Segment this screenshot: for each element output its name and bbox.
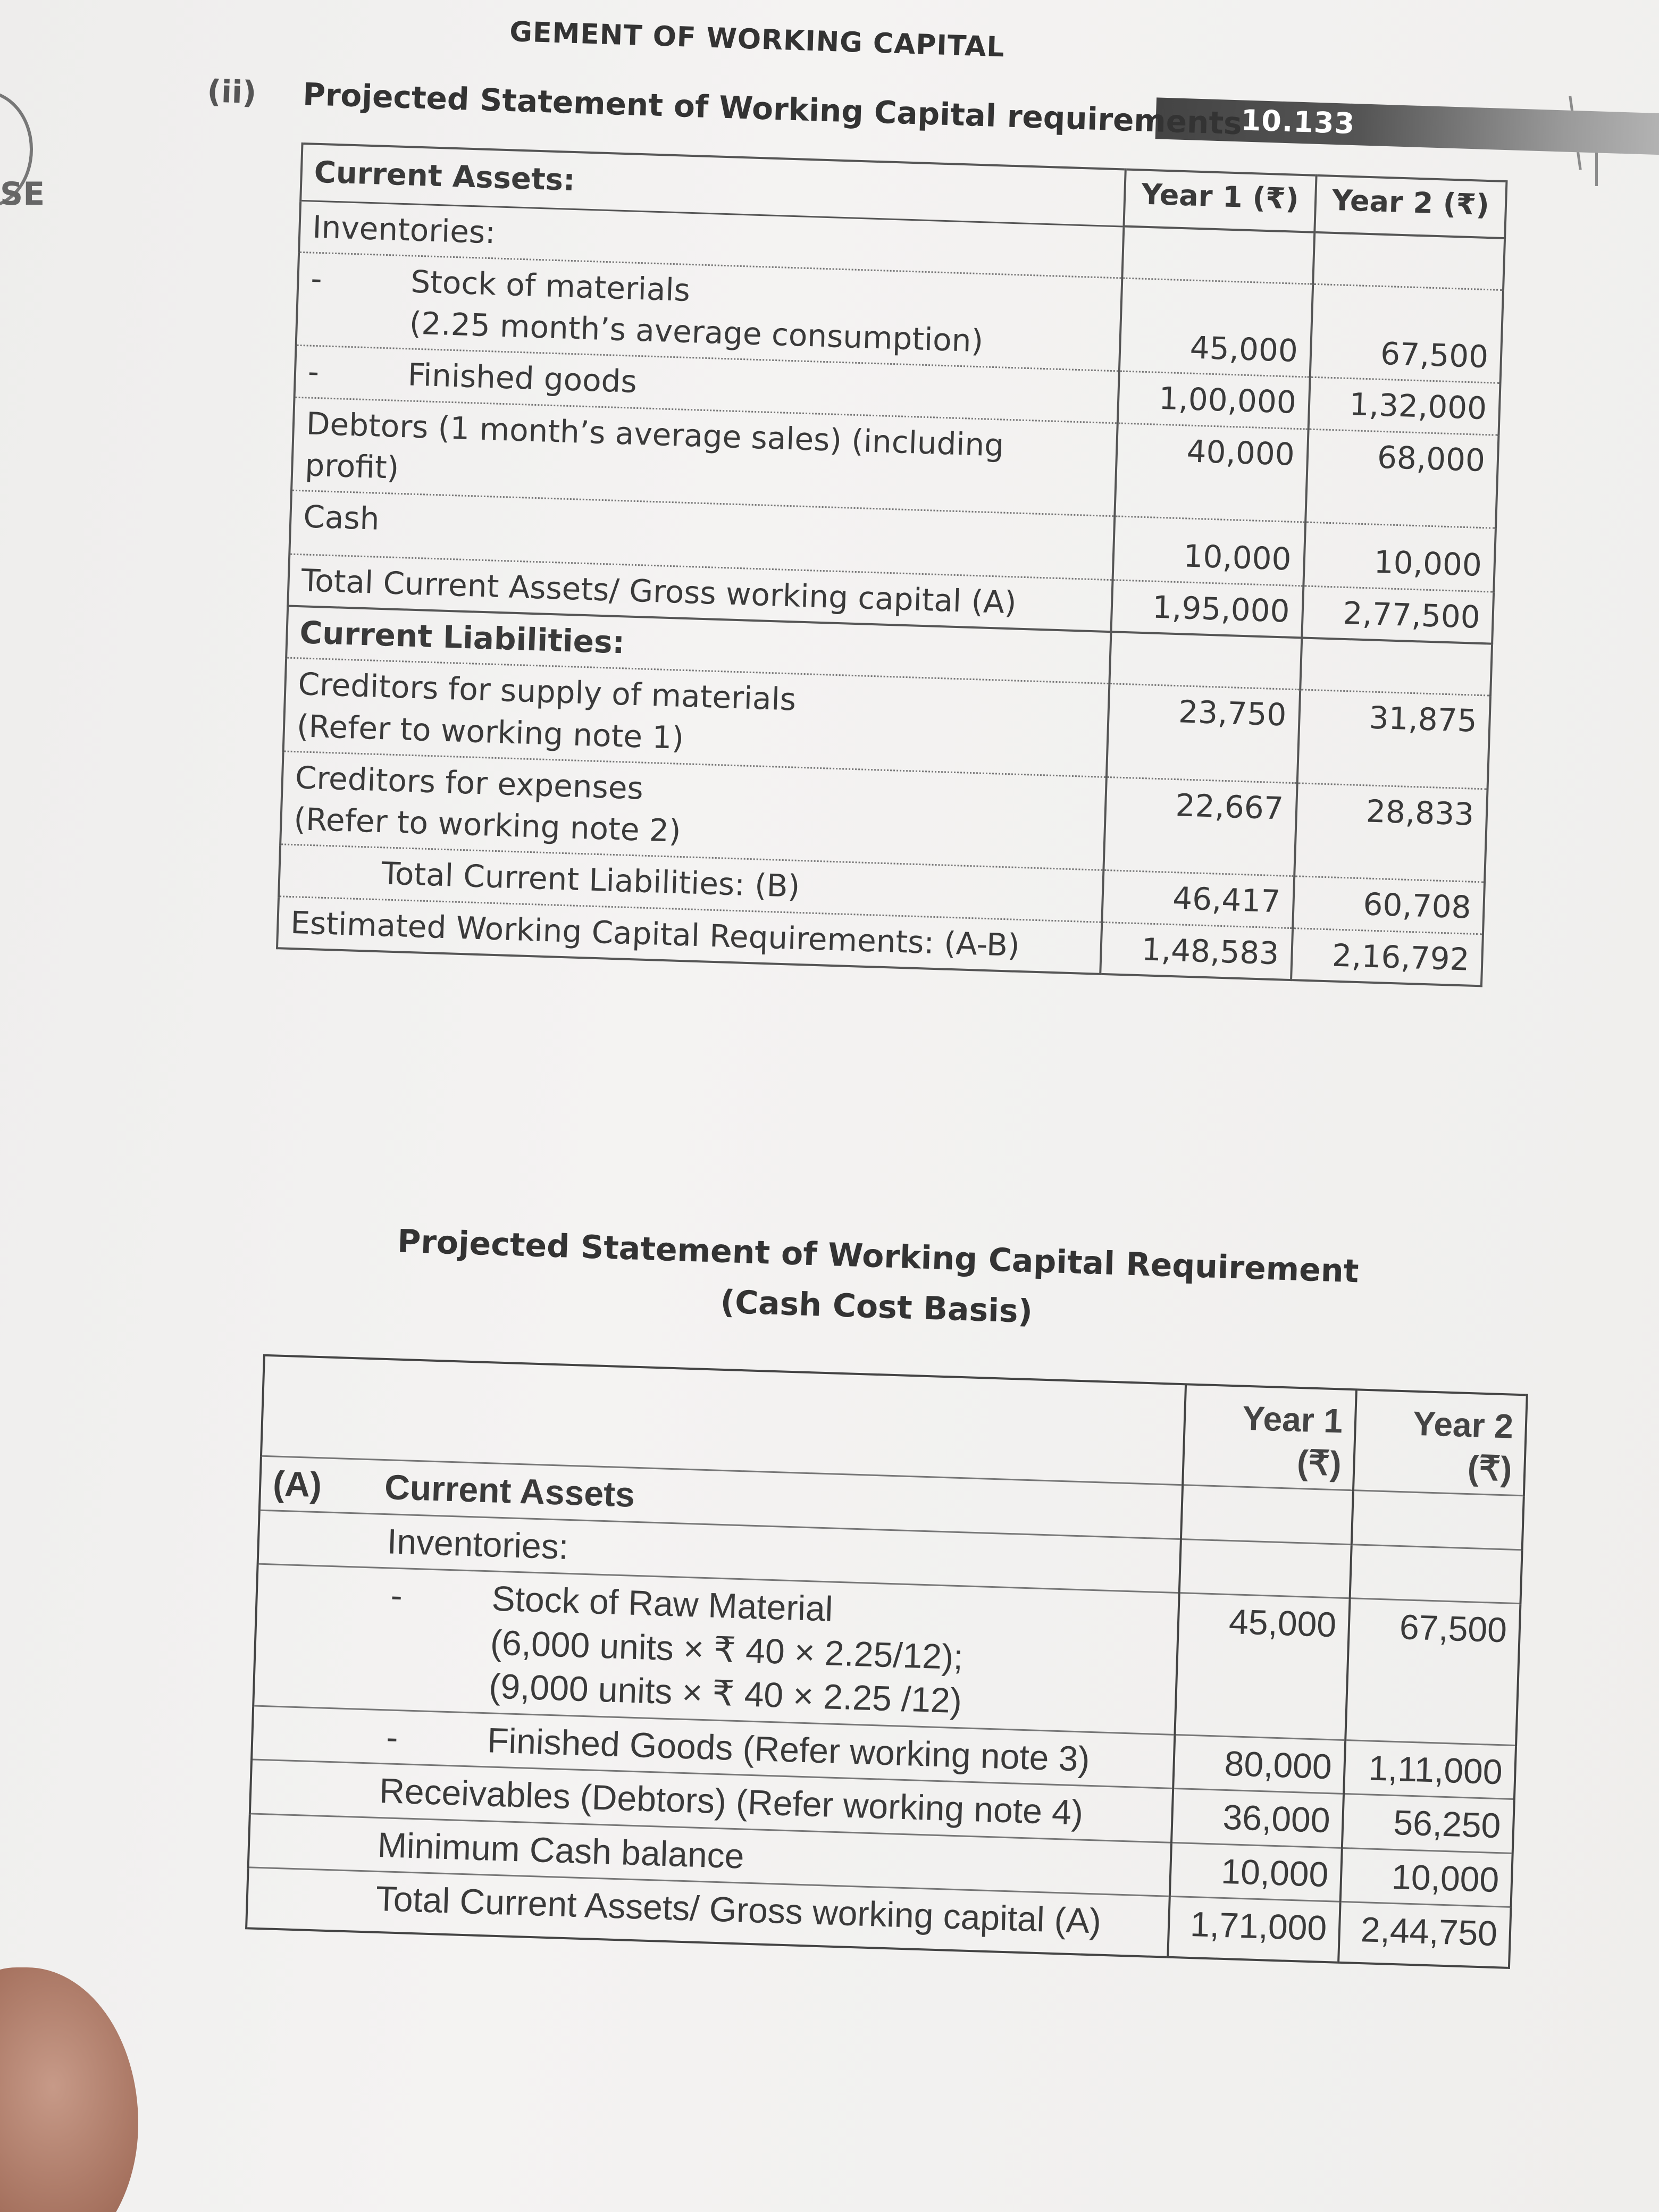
section-title: Current Assets <box>384 1467 635 1514</box>
inventories-label: Inventories: <box>299 200 1124 278</box>
finished-goods-year2: 1,32,000 <box>1308 378 1500 435</box>
finished-goods-label: - Finished Goods (Refer working note 3) <box>252 1705 1175 1788</box>
section-heading <box>207 73 1243 141</box>
cash-year2: 10,000 <box>1303 522 1496 591</box>
estimated-wc-label: Estimated Working Capital Requirements: (A-B) <box>277 896 1102 974</box>
cash-cost-table <box>245 1354 1528 1969</box>
estimated-wc-year1: 1,48,583 <box>1100 922 1292 980</box>
finished-goods-year2: 1,11,000 <box>1344 1740 1516 1799</box>
stock-of-materials-label: - Stock of materials (2.25 month’s average consumption) <box>296 252 1122 371</box>
creditors-expenses-year2: 28,833 <box>1294 783 1488 883</box>
thumb <box>0 1967 138 2212</box>
running-head: GEMENT OF WORKING CAPITAL <box>509 16 1006 64</box>
cash-year1: 10,000 <box>1170 1842 1342 1902</box>
working-capital-table <box>276 143 1508 987</box>
estimated-wc-year2: 2,16,792 <box>1291 928 1483 986</box>
creditors-materials-year2: 31,875 <box>1297 690 1490 789</box>
finished-goods-year1: 80,000 <box>1173 1735 1345 1794</box>
section-number: (ii) <box>206 73 257 111</box>
total-current-liabilities-year1: 46,417 <box>1102 870 1294 928</box>
total-current-assets-year1: 1,71,000 <box>1168 1896 1340 1962</box>
stock-year1: 45,000 <box>1119 278 1313 378</box>
cash-label: Cash <box>289 490 1115 580</box>
creditors-expenses-year1: 22,667 <box>1103 777 1297 876</box>
stock-year2: 67,500 <box>1310 284 1503 383</box>
receivables-year1: 36,000 <box>1171 1788 1344 1848</box>
creditors-materials-year1: 23,750 <box>1107 684 1300 783</box>
debtors-year2: 68,000 <box>1305 429 1499 529</box>
finished-goods-label: - Finished goods <box>295 346 1119 423</box>
raw-material-year1: 45,000 <box>1175 1593 1350 1740</box>
debtors-year1: 40,000 <box>1115 423 1308 523</box>
total-current-assets-year1: 1,95,000 <box>1111 580 1303 638</box>
receivables-year2: 56,250 <box>1342 1794 1514 1853</box>
year1-header: Year 1 (₹) <box>1183 1384 1356 1490</box>
section-title: Projected Statement of Working Capital requirements <box>302 76 1243 142</box>
creditors-materials-label: Creditors for supply of materials (Refer to working note 1) <box>283 658 1110 777</box>
creditors-expenses-label: Creditors for expenses (Refer to working note 2) <box>280 751 1107 870</box>
receivables-label: Receivables (Debtors) (Refer working note 4) <box>250 1759 1173 1842</box>
year2-header: Year 2 (₹) <box>1353 1389 1527 1495</box>
section-label: (A) <box>272 1463 323 1505</box>
cash-label: Minimum Cash balance <box>248 1813 1171 1896</box>
year1-header: Year 1 (₹) <box>1124 170 1316 232</box>
total-current-liabilities-label: Total Current Liabilities: (B) <box>279 844 1103 922</box>
finished-goods-year1: 1,00,000 <box>1118 371 1310 429</box>
total-current-liabilities-year2: 60,708 <box>1293 876 1485 934</box>
inventories-label: Inventories: <box>258 1510 1181 1593</box>
current-assets-header: Current Assets: <box>300 144 1126 227</box>
raw-material-label: - Stock of Raw Material (6,000 units × ₹ 40 × 2.25/12); (9,000 units × ₹ 40 × 2.25 /12) <box>253 1564 1179 1735</box>
table2-subtitle: (Cash Cost Basis) <box>719 1283 1034 1331</box>
printed-content <box>186 0 1541 2212</box>
page-number: 10.133 <box>1240 103 1356 141</box>
raw-material-year2: 67,500 <box>1345 1598 1520 1745</box>
total-current-assets-label: Total Current Assets/ Gross working capital (A) <box>246 1867 1170 1957</box>
total-current-assets-year2: 2,77,500 <box>1302 586 1494 644</box>
debtors-label: Debtors (1 month’s average sales) (including profit) <box>291 397 1118 516</box>
margin-mark: SE <box>0 175 45 213</box>
total-current-assets-year2: 2,44,750 <box>1338 1901 1511 1967</box>
cash-year2: 10,000 <box>1340 1848 1513 1907</box>
current-liabilities-header: Current Liabilities: <box>286 606 1111 683</box>
year2-header: Year 2 (₹) <box>1314 175 1507 238</box>
cash-year1: 10,000 <box>1113 516 1305 585</box>
table2-title: Projected Statement of Working Capital Requirement <box>397 1222 1360 1291</box>
total-current-assets-label: Total Current Assets/ Gross working capital (A) <box>288 554 1112 632</box>
